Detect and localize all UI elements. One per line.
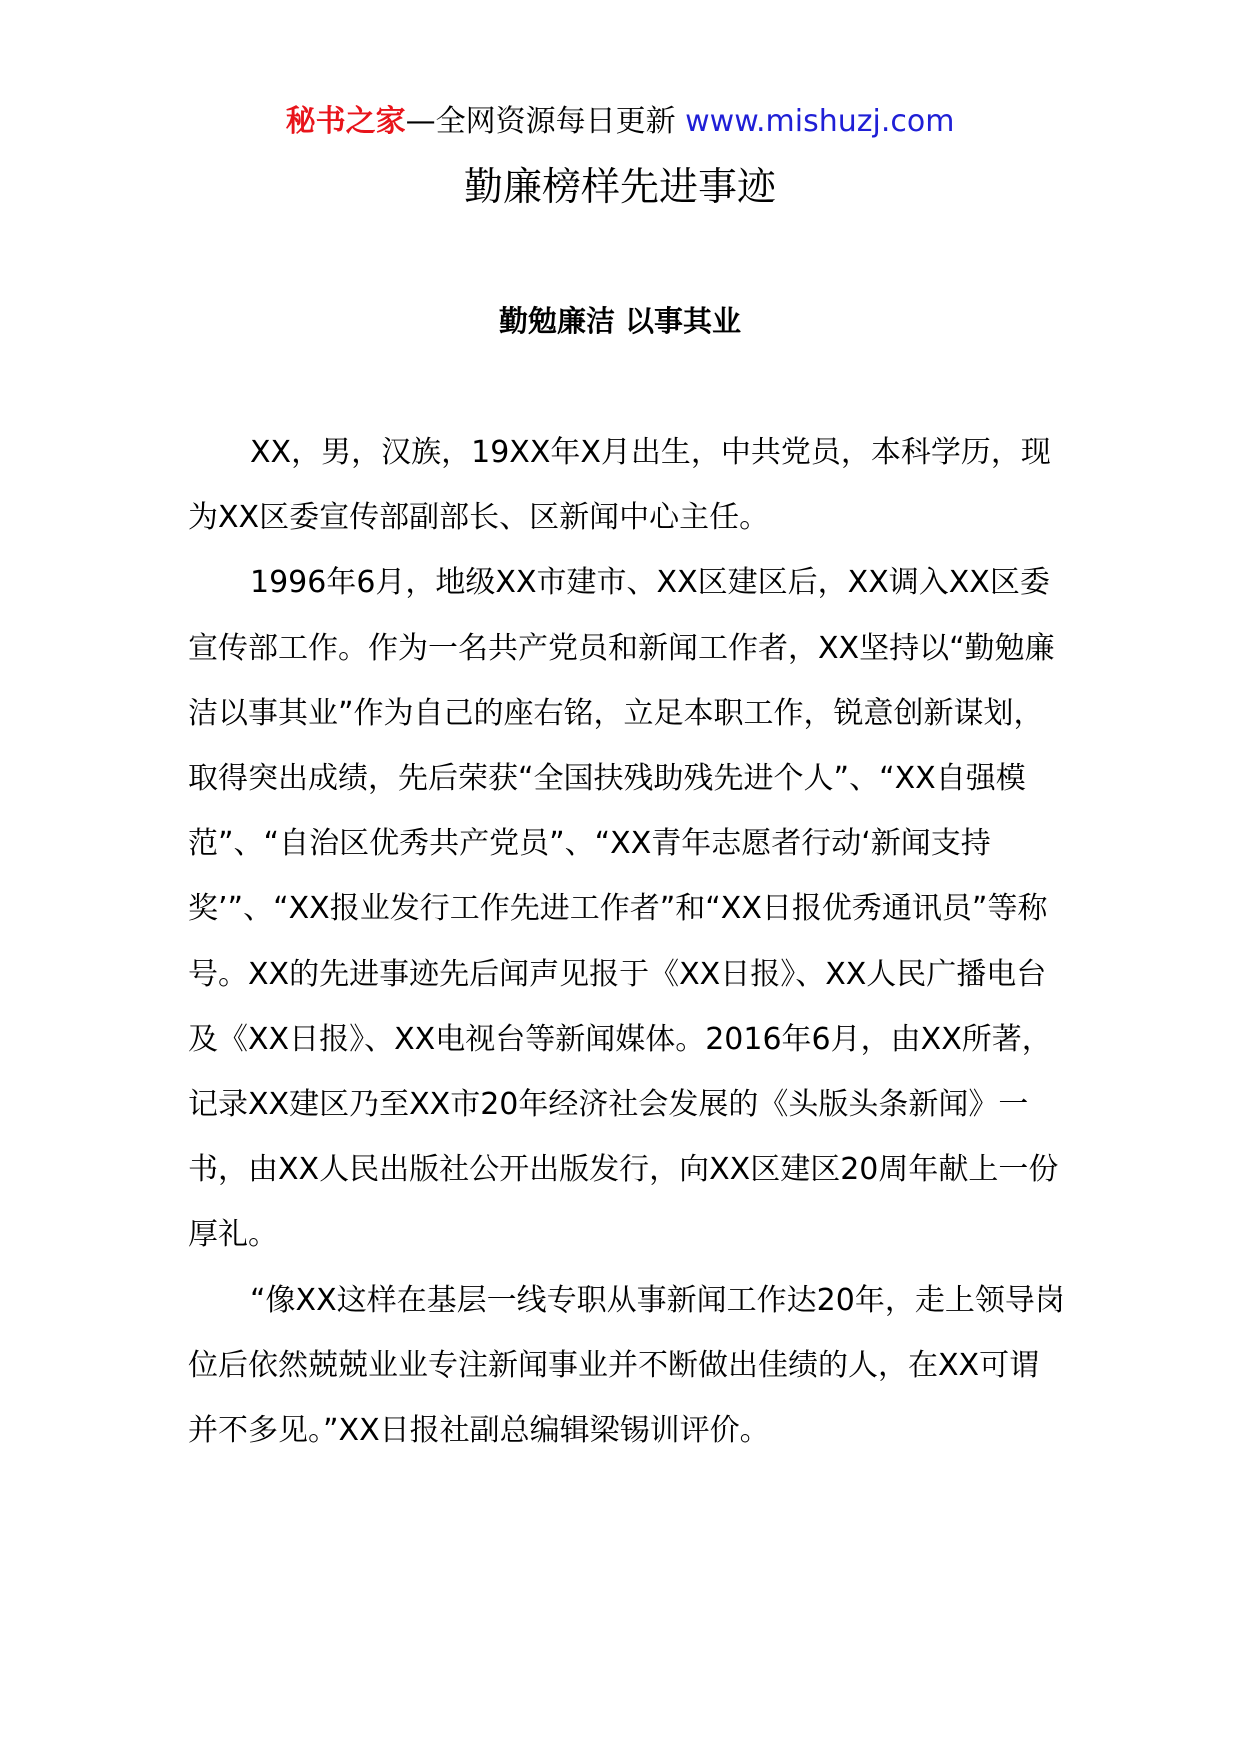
- document-body: [188, 420, 1068, 1463]
- site-header: [0, 102, 1240, 142]
- paragraph-evaluation: “像XX这样在基层一线专职从事新闻工作达20年，走上领导岗位后依然兢兢业业专注新闻事业并不断做出佳绩的人，在XX可谓并不多见。”XX日报社副总编辑梁锡训评价。: [188, 1282, 1065, 1449]
- paragraph-intro: XX，男，汉族，19XX年X月出生，中共党员，本科学历，现为XX区委宣传部副部长、区新闻中心主任。: [188, 435, 1051, 536]
- site-tagline: —全网资源每日更新: [405, 104, 676, 139]
- site-brand: 秘书之家: [285, 104, 406, 139]
- site-url-link[interactable]: www.mishuzj.com: [685, 104, 955, 139]
- paragraph-career: 1996年6月，地级XX市建市、XX区建区后，XX调入XX区委宣传部工作。作为一名共产党员和新闻工作者，XX坚持以“勤勉廉洁以事其业”作为自己的座右铭，立足本职工作，锐意创新谋划，取得突出成绩，先后荣获“全国扶残助残先进个人”、“XX自强模范”、“自治区优秀共产党员”、“XX青年志愿者行动‘新闻支持奖’”、“XX报业发行工作先进工作者”和“XX日报优秀通讯员”等称号。XX的先进事迹先后闻声见报于《XX日报》、XX人民广播电台及《XX日报》、XX电视台等新闻媒体。2016年6月，由XX所著，记录XX建区乃至XX市20年经济社会发展的《头版头条新闻》一书，由XX人民出版社公开出版发行，向XX区建区20周年献上一份厚礼。: [188, 565, 1059, 1253]
- document-subtitle: 勤勉廉洁 以事其业: [498, 304, 742, 338]
- document-title: 勤廉榜样先进事迹: [463, 165, 776, 210]
